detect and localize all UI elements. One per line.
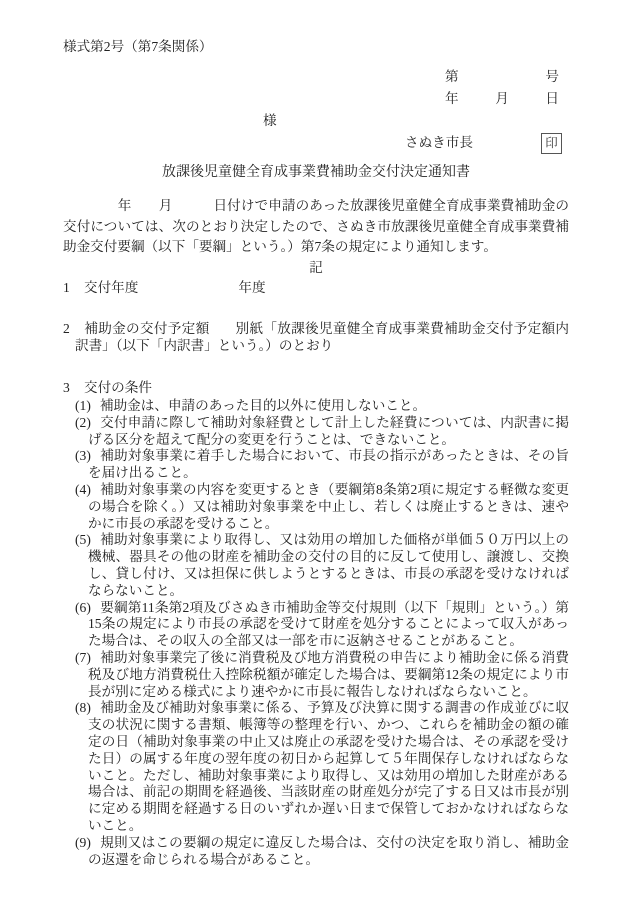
addressee-line [63,110,569,132]
condition-marker: (2) [75,414,91,430]
condition-marker: (9) [75,834,91,850]
doc-number-line [445,66,559,88]
item-value: 別紙「放課後児童健全育成事業費補助金交付予定額内訳書」（以下「内訳書」という。）のとおり [75,320,570,353]
condition-item [75,700,569,834]
condition-marker: (1) [75,398,91,413]
condition-marker: (4) [75,481,91,497]
conditions-list [75,398,569,868]
condition-text: 交付申請に際して補助対象経費として計上した経費については、内訳書に掲げる区分を超えて配分の変更を行うことは、できないこと。 [88,414,569,447]
item-value: 年度 [238,280,266,295]
doc-meta-block [445,66,559,110]
item-grant-conditions [63,379,569,397]
doc-number-prefix: 第 [445,69,459,84]
doc-number-suffix: 号 [545,69,559,84]
addressee-suffix: 様 [263,113,277,128]
item-label: 補助金の交付予定額 [84,320,210,336]
item-number: 1 [63,280,70,295]
condition-item [75,835,569,869]
sender-line [63,132,569,154]
condition-item [75,482,569,532]
item-number: 2 [63,320,70,336]
condition-item [75,532,569,599]
date-year-label: 年 [445,91,459,106]
item-label: 交付の条件 [84,379,152,395]
condition-text: 規則又はこの要綱の規定に違反した場合は、交付の決定を取り消し、補助金の返還を命じられる場合があること。 [88,834,569,867]
condition-item [75,650,569,700]
form-label: 様式第2号（第7条関係） [63,39,213,54]
condition-marker: (6) [75,599,91,615]
condition-text: 補助金は、申請のあった目的以外に使用しないこと。 [100,398,427,413]
condition-item [75,398,569,415]
item-planned-grant-amount [63,320,569,355]
sender-name: さぬき市長 [405,134,473,150]
date-line [445,88,559,110]
condition-text: 補助金及び補助対象事業に係る、予算及び決算に関する調書の作成並びに収支の状況に関する書類、帳簿等の整理を行い、かつ、これらを補助金の額の確定の日（補助対象事業の中止又は廃止の承認を受けた場合は、その承認を受けた日）の属する年度の翌年度の初日から起算して５年間保存しなければならないこと。ただし、補助対象事業により取得し、又は効用の増加した財産がある場合は、前記の期間を経過後、当該財産の財産処分が完了する日又は市長が別に定める期間を経過する日のいずれか遅い日まで保管しておかなければならないこと。 [88,700,569,833]
condition-text: 補助対象事業により取得し、又は効用の増加した価格が単価５０万円以上の機械、器具その他の財産を補助金の交付の目的に反して使用し、譲渡し、交換し、貸し付け、又は担保に供しようとするときは、市長の承認を受けなければならないこと。 [88,532,569,598]
item-number: 3 [63,379,70,395]
condition-text: 補助対象事業に着手した場合において、市長の指示があったときは、その旨を届け出ること。 [88,448,569,481]
condition-item [75,415,569,449]
date-month-label: 月 [495,91,509,106]
condition-text: 補助対象事業完了後に消費税及び地方消費税の申告により補助金に係る消費税及び地方消費税仕入控除税額が確定した場合は、要綱第12条の規定により市長が別に定める様式により速やかに市長に報告しなければならないこと。 [88,649,569,699]
condition-marker: (3) [75,448,91,464]
condition-item [75,448,569,482]
opening-paragraph: 年 月 日付けで申請のあった放課後児童健全育成事業費補助金の交付については、次のとおり決定したので、さぬき市放課後児童健全育成事業費補助金交付要綱（以下「要綱」という。）第7条の規定により通知します。 [63,198,569,254]
condition-text: 要綱第11条第2項及びさぬき市補助金等交付規則（以下「規則」という。）第15条の規定により市長の承認を受けて財産を処分することによって収入があった場合は、その収入の全部又は一部を市に返納させることがあること。 [88,599,569,649]
seal-stamp-icon: 印 [541,133,562,154]
item-grant-year [63,278,569,299]
date-day-label: 日 [545,91,559,106]
condition-marker: (7) [75,649,91,665]
condition-text: 補助対象事業の内容を変更するとき（要綱第8条第2項に規定する軽微な変更の場合を除く。）又は補助対象事業を中止し、若しくは廃止するときは、速やかに市長の承認を受けること。 [88,481,569,531]
condition-item [75,600,569,650]
item-label: 交付年度 [84,280,139,295]
condition-marker: (5) [75,532,91,548]
condition-marker: (8) [75,700,91,716]
document-title: 放課後児童健全育成事業費補助金交付決定通知書 [162,165,470,180]
record-heading: 記 [309,259,323,275]
